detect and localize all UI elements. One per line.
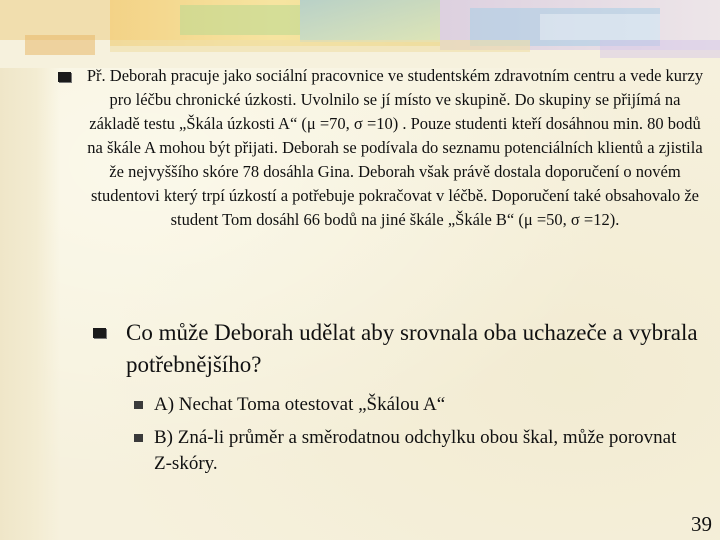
option-a: A) Nechat Toma otestovat „Škálou A“ [154,394,446,415]
example-paragraph: Př. Deborah pracuje jako sociální pracovnice ve studentském zdravotním centru a vede kurzy pro léčbu chronické úzkosti. Uvolnilo se jí místo ve skupině. Do skupiny se přijímá na základě testu „Škála úzkosti A“ (μ =70, σ =10) . Pouze studenti kteří dosáhnou min. 80 bodů na škále A mohou být přijati. Deborah se podívala do seznamu potenciálních klientů a zjistila že nejvyššího skóre 78 dosáhla Gina. Deborah však právě dostala doporučení o novém studentovi který trpí úzkostí a potřebuje pokračovat v léčbě. Doporučení také obsahovalo že student Tom dosáhl 66 bodů na jiné škále „Škále B“ (μ =50, σ =12). [86,66,704,229]
bullet-square-icon [93,328,106,338]
option-b: B) Zná-li průměr a směrodatnou odchylku obou škal, může porovnat Z-skóry. [154,427,677,474]
decorative-banner [0,0,720,68]
slide-left-band [0,0,60,540]
bullet-square-icon [134,434,143,442]
bullet-square-icon [134,401,143,409]
bullet-square-icon [58,72,71,82]
question-text: Co může Deborah udělat aby srovnala oba uchazeče a vybrala potřebnějšího? [126,320,698,377]
page-number: 39 [691,512,712,536]
